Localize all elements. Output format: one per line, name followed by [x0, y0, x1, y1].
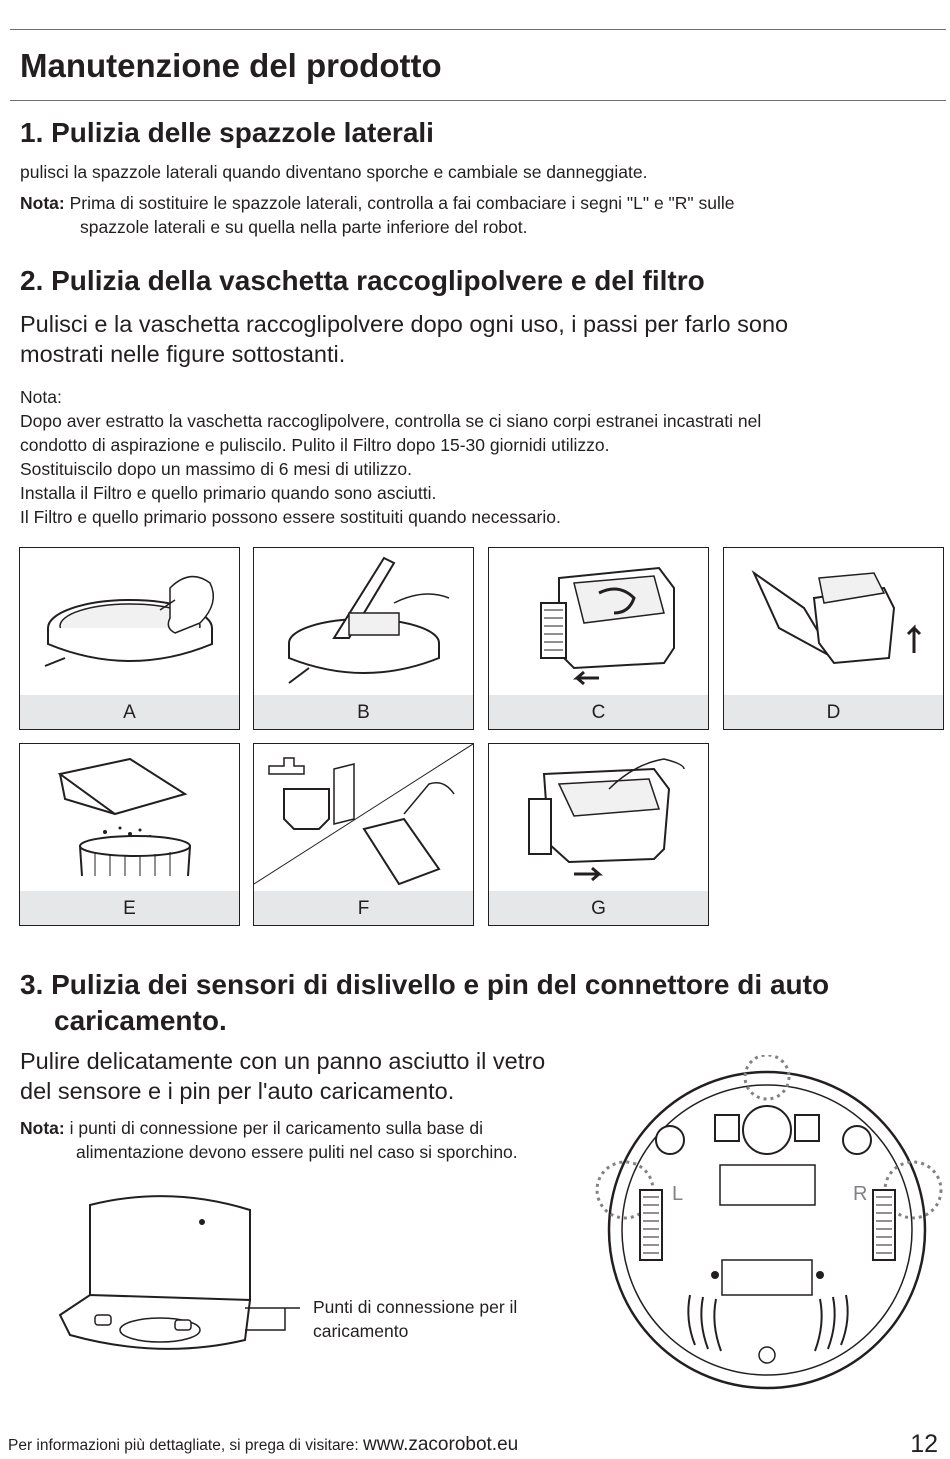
- footer: [8, 1434, 518, 1456]
- step-label-g: G: [489, 891, 708, 925]
- charging-callout-line2: caricamento: [313, 1321, 409, 1341]
- top-rule: [10, 29, 946, 30]
- section1-note-line2: spazzole laterali e su quella nella parte inferiore del robot.: [80, 217, 528, 237]
- section3-note-line1: i punti di connessione per il caricamento sulla base di: [69, 1118, 484, 1138]
- step-panel-e: [19, 743, 240, 926]
- section1-body: pulisci la spazzole laterali quando diventano sporche e cambiale se danneggiate.: [20, 162, 648, 182]
- section2-intro: [20, 309, 788, 369]
- empty-dustbin-illustration: [20, 744, 239, 892]
- brush-label-right: R: [853, 1183, 868, 1205]
- step-panel-a: [19, 547, 240, 730]
- section3-note: [20, 1116, 518, 1164]
- section3-heading-line1: 3. Pulizia dei sensori di dislivello e pin del connettore di auto: [20, 969, 830, 1000]
- step-label-f: F: [254, 891, 473, 925]
- page-number: 12: [910, 1430, 938, 1458]
- step-panel-b: [253, 547, 474, 730]
- section2-heading: 2. Pulizia della vaschetta raccoglipolvere e del filtro: [20, 265, 705, 296]
- footer-text: Per informazioni più dettagliate, si prega di visitare:: [8, 1437, 359, 1454]
- section3-heading: [20, 967, 829, 1039]
- wash-filter-illustration: [254, 744, 473, 892]
- reinstall-filter-illustration: [489, 744, 708, 892]
- section2-note: [20, 385, 761, 529]
- step-panel-g: [488, 743, 709, 926]
- section3-intro-line1: Pulire delicatamente con un panno asciutto il vetro: [20, 1048, 546, 1074]
- step-label-d: D: [724, 695, 943, 729]
- section3-intro: [20, 1046, 545, 1106]
- section2-note-line: Dopo aver estratto la vaschetta raccoglipolvere, controlla se ci siano corpi estranei incastrati nel: [20, 411, 762, 431]
- section2-note-line: Il Filtro e quello primario possono essere sostituiti quando necessario.: [20, 507, 561, 527]
- section1-note: [20, 191, 734, 239]
- section3-heading-line2: caricamento.: [54, 1005, 227, 1036]
- section2-note-line: condotto di aspirazione e puliscilo. Pulito il Filtro dopo 15-30 giornidi utilizzo.: [20, 435, 610, 455]
- section2-note-line: Installa il Filtro e quello primario quando sono asciutti.: [20, 483, 437, 503]
- brush-label-left: L: [672, 1183, 684, 1205]
- robot-bottom-illustration: [595, 1055, 945, 1390]
- section3-note-label: Nota:: [20, 1118, 65, 1138]
- section1-heading: 1. Pulizia delle spazzole laterali: [20, 117, 434, 148]
- step-panel-c: [488, 547, 709, 730]
- dustbin-lid-open-illustration: [724, 548, 943, 696]
- dustbin-filter-remove-illustration: [489, 548, 708, 696]
- section2-intro-line2: mostrati nelle figure sottostanti.: [20, 341, 346, 367]
- section1-note-label: Nota:: [20, 193, 65, 213]
- title-rule: [10, 100, 946, 101]
- page-title: Manutenzione del prodotto: [20, 47, 442, 84]
- step-label-c: C: [489, 695, 708, 729]
- section2-note-label: Nota:: [20, 387, 62, 407]
- charging-callout-line1: Punti di connessione per il: [313, 1297, 518, 1317]
- step-label-e: E: [20, 891, 239, 925]
- robot-top-illustration: [20, 548, 239, 696]
- step-label-b: B: [254, 695, 473, 729]
- step-label-a: A: [20, 695, 239, 729]
- charging-callout: [313, 1295, 517, 1343]
- robot-open-lid-illustration: [254, 548, 473, 696]
- footer-url[interactable]: www.zacorobot.eu: [362, 1434, 519, 1455]
- charging-base-illustration: [50, 1190, 320, 1370]
- section2-note-line: Sostituiscilo dopo un massimo di 6 mesi di utilizzo.: [20, 459, 412, 479]
- section3-intro-line2: del sensore e i pin per l'auto caricamento.: [20, 1078, 455, 1104]
- step-panel-d: [723, 547, 944, 730]
- section1-note-line1: Prima di sostituire le spazzole laterali, controlla a fai combaciare i segni "L" e "R" sulle: [69, 193, 735, 213]
- section3-note-line2: alimentazione devono essere puliti nel caso si sporchino.: [76, 1142, 518, 1162]
- section2-intro-line1: Pulisci e la vaschetta raccoglipolvere dopo ogni uso, i passi per farlo sono: [20, 311, 789, 337]
- step-panel-f: [253, 743, 474, 926]
